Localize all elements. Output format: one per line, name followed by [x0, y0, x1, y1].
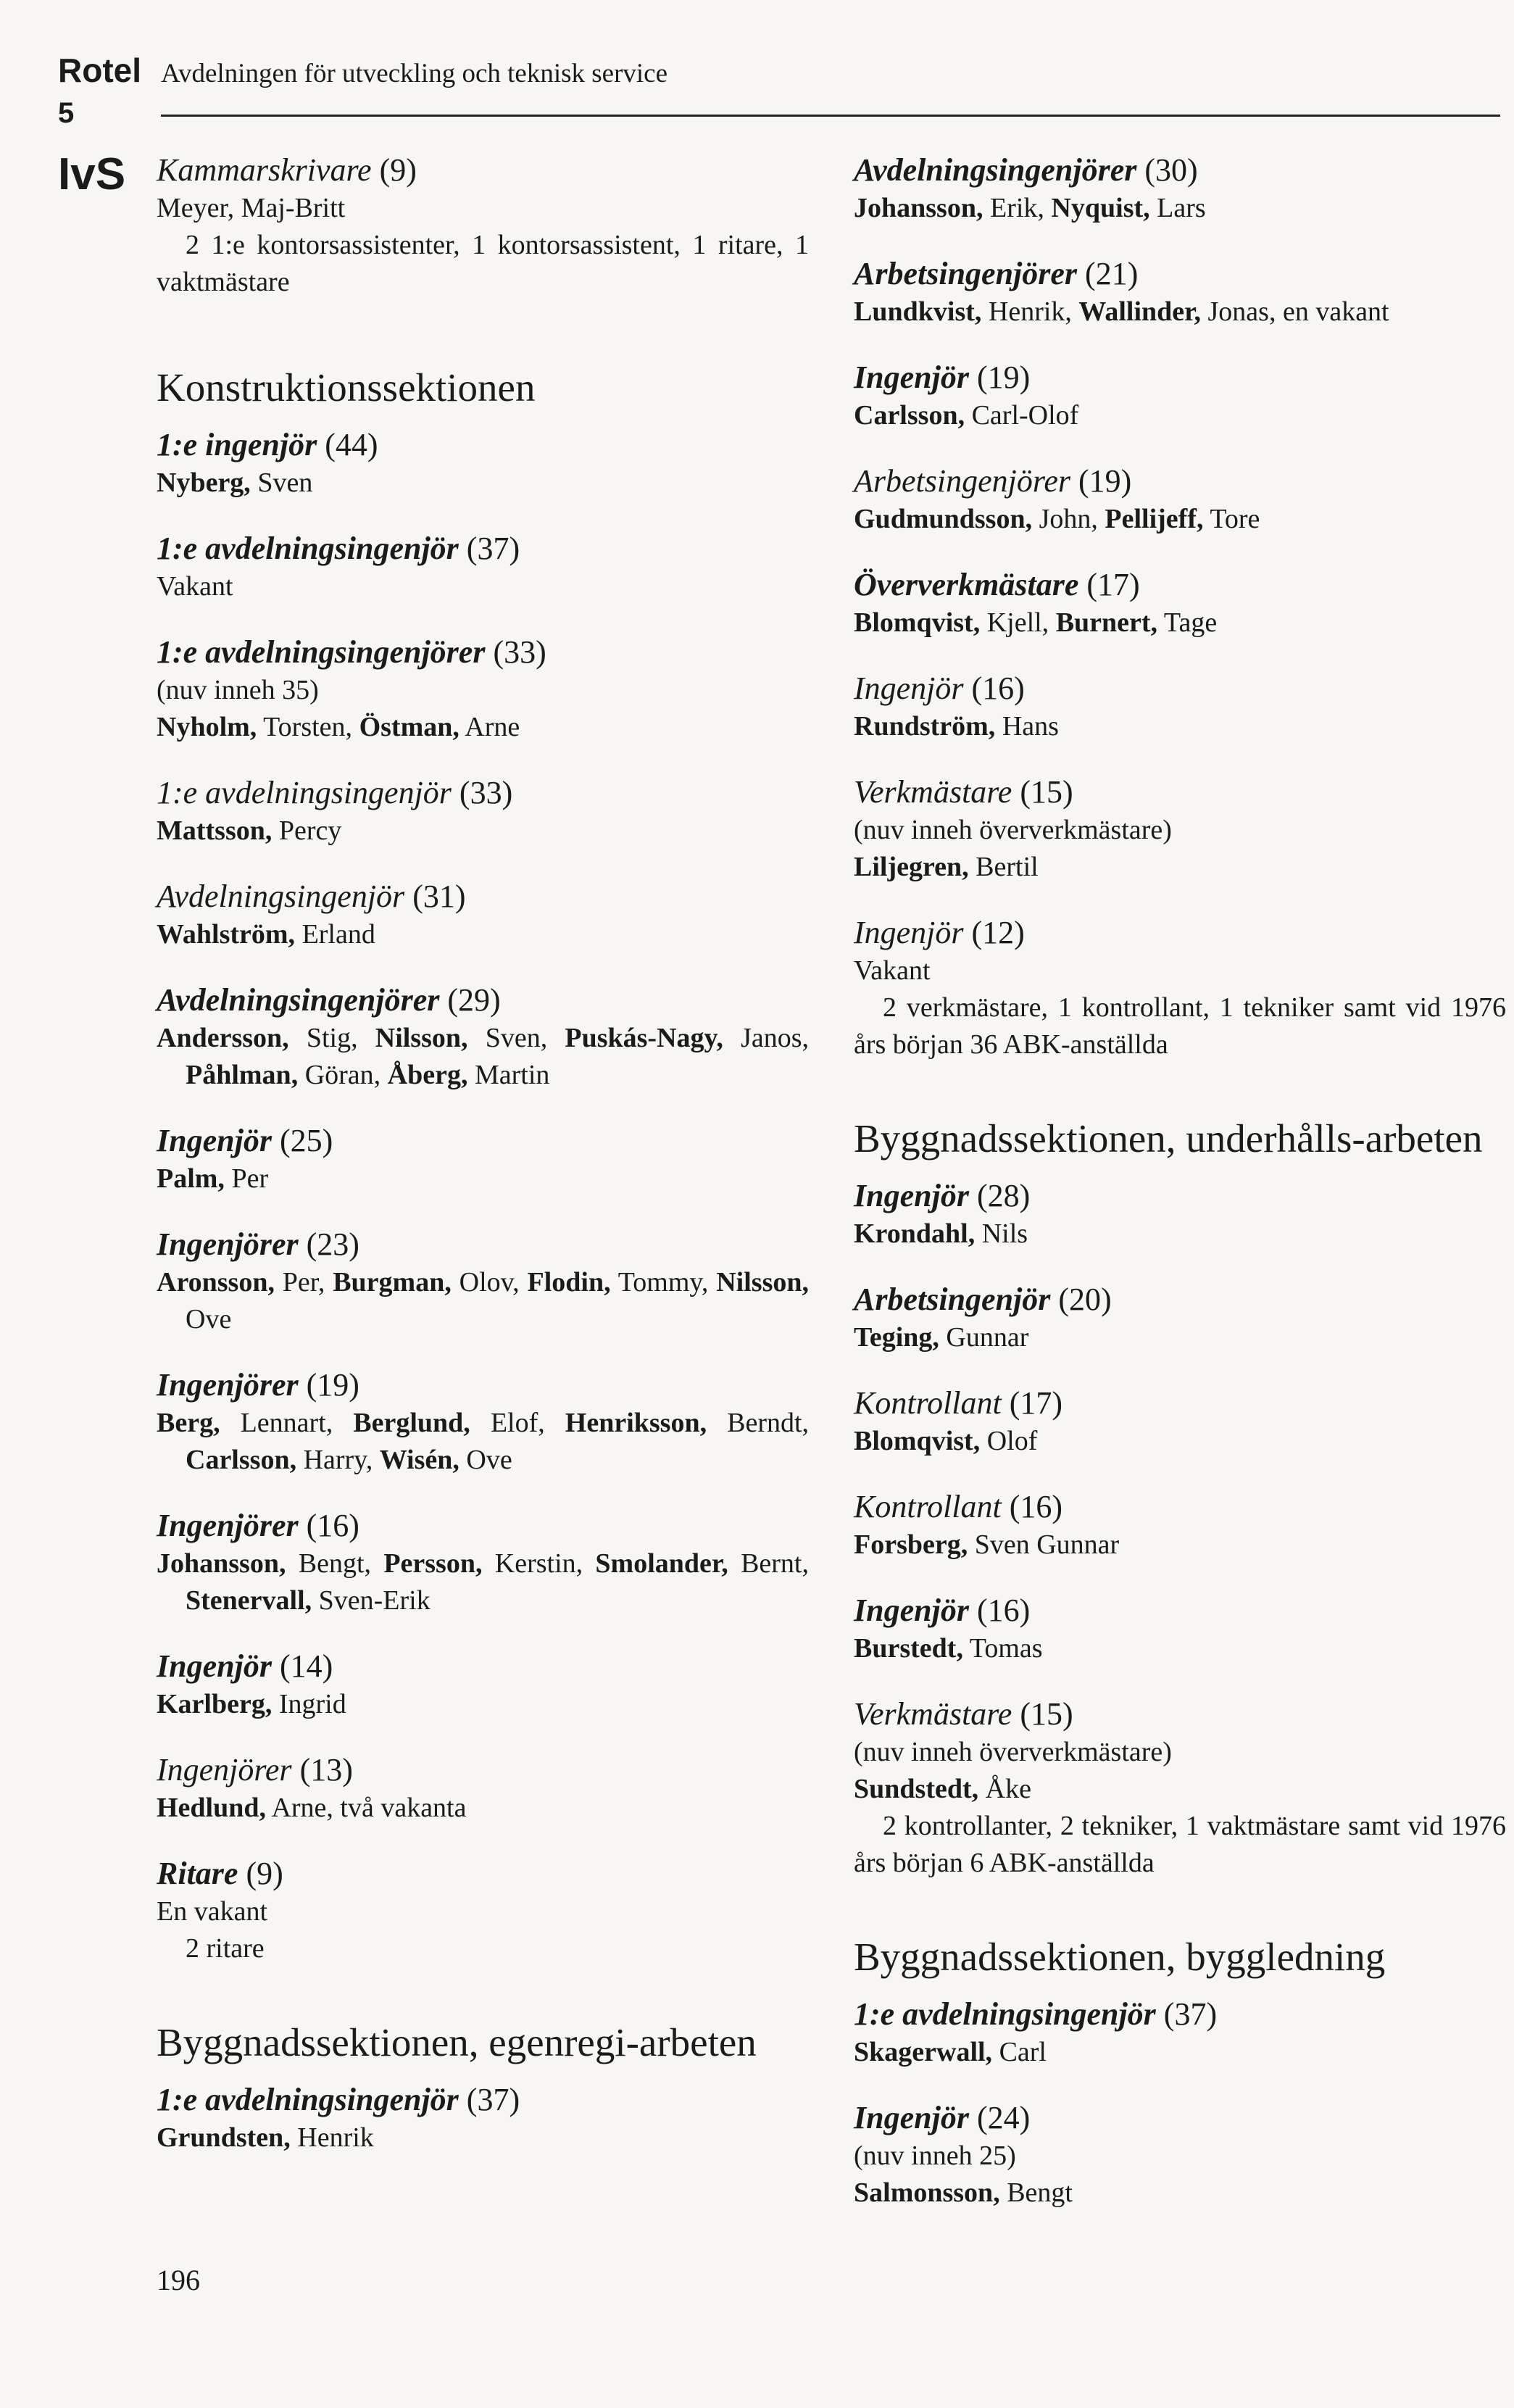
section-heading-underhall: Byggnadssektionen, underhålls-arbeten: [854, 1116, 1483, 1161]
entry-title: 1:e avdelningsingenjör (37): [157, 2082, 520, 2117]
entry-names: En vakant: [157, 1896, 268, 1927]
entry-note: (nuv inneh 35): [157, 675, 319, 705]
entry-ingenjor-12: [854, 913, 1506, 1063]
entry-names: Grundsten, Henrik: [157, 2122, 374, 2153]
entry-title: 1:e avdelningsingenjörer (33): [157, 634, 546, 670]
entry-title: Ingenjör (16): [854, 670, 1025, 706]
entry-title: Ingenjör (25): [157, 1123, 333, 1158]
entry-title: Ingenjörer (19): [157, 1367, 359, 1403]
right-column: [854, 151, 1506, 2239]
entry-names: Liljegren, Bertil: [854, 852, 1039, 882]
entry-names: Forsberg, Sven Gunnar: [854, 1529, 1120, 1560]
entry-names: Berg, Lennart, Berglund, Elof, Henriksson, Berndt, Carlsson, Harry, Wisén, Ove: [157, 1408, 810, 1475]
entry-names: Karlberg, Ingrid: [157, 1689, 346, 1719]
entry-verkmastare-15-liljegren: [854, 773, 1506, 886]
entry-title: Avdelningsingenjör (31): [157, 879, 466, 914]
entry-title: 1:e avdelningsingenjör (37): [854, 1996, 1218, 2032]
entry-1e-ingenjor: [157, 425, 809, 502]
entry-note: (nuv inneh 25): [854, 2141, 1016, 2171]
entry-1e-avdelningsingenjor-grundsten: [157, 2080, 809, 2156]
staff-note: 2 1:e kontorsassistenter, 1 kontorsassistent, 1 ritare, 1 vaktmästare: [157, 230, 809, 297]
entry-title: Kammarskrivare (9): [157, 152, 417, 188]
entry-names: Mattsson, Percy: [157, 815, 342, 846]
entry-title: 1:e avdelningsingenjör (37): [157, 531, 520, 566]
entry-names: Andersson, Stig, Nilsson, Sven, Puskás-Nagy, Janos, Påhlman, Göran, Åberg, Martin: [157, 1023, 810, 1090]
entry-title: Ingenjör (28): [854, 1178, 1031, 1213]
unit-code: IvS: [58, 149, 126, 199]
entry-1e-avdelningsingenjor-37: [157, 529, 809, 605]
entry-title: Ingenjörer (16): [157, 1508, 359, 1543]
entry-title: Öververkmästare (17): [854, 567, 1140, 602]
entry-verkmastare-15-sundstedt: [854, 1695, 1506, 1882]
entry-names: Johansson, Erik, Nyquist, Lars: [854, 193, 1206, 223]
entry-note: (nuv inneh öververkmästare): [854, 815, 1172, 845]
entry-ingenjorer-23: [157, 1225, 809, 1338]
left-column: [157, 151, 809, 2184]
entry-names: Hedlund, Arne, två vakanta: [157, 1793, 467, 1823]
entry-arbetsingenjorer-19: [854, 462, 1506, 538]
page-number: 196: [157, 2264, 200, 2296]
entry-title: Ingenjörer (13): [157, 1752, 353, 1788]
entry-kammarskrivare: [157, 151, 809, 301]
rotel-label: Rotel: [58, 51, 141, 89]
entry-1e-avdelningsingenjorer-33: [157, 633, 809, 746]
department-title: Avdelningen för utveckling och teknisk service: [161, 59, 668, 88]
rotel-number: 5: [58, 97, 75, 129]
entry-title: Arbetsingenjör (20): [854, 1282, 1112, 1317]
entry-names: Vakant: [854, 955, 931, 986]
entry-names: Carlsson, Carl-Olof: [854, 400, 1079, 431]
entry-1e-avdelningsingenjor-skagerwall: [854, 1995, 1506, 2071]
entry-ingenjor-19: [854, 358, 1506, 434]
entry-ingenjor-25: [157, 1121, 809, 1197]
entry-title: Ingenjör (19): [854, 360, 1031, 395]
entry-names: Salmonsson, Bengt: [854, 2177, 1073, 2208]
entry-names: Palm, Per: [157, 1163, 269, 1194]
entry-title: Arbetsingenjörer (21): [854, 256, 1139, 291]
entry-names: Teging, Gunnar: [854, 1322, 1029, 1353]
section-heading-konstruktion: Konstruktionssektionen: [157, 365, 536, 410]
entry-avdelningsingenjorer-30: [854, 151, 1506, 227]
entry-names: Wahlström, Erland: [157, 919, 375, 950]
entry-ingenjor-16-burstedt: [854, 1591, 1506, 1667]
entry-kontrollant-17: [854, 1384, 1506, 1460]
entry-ingenjorer-13: [157, 1751, 809, 1827]
entry-title: Kontrollant (16): [854, 1489, 1063, 1524]
entry-note: (nuv inneh öververkmästare): [854, 1737, 1172, 1767]
entry-names: Nyholm, Torsten, Östman, Arne: [157, 712, 520, 742]
entry-names: Vakant: [157, 571, 233, 602]
entry-title: Ingenjörer (23): [157, 1226, 359, 1262]
entry-title: Ingenjör (12): [854, 915, 1025, 950]
entry-kontrollant-16: [854, 1487, 1506, 1564]
entry-title: Avdelningsingenjörer (30): [854, 152, 1198, 188]
entry-ingenjor-24: [854, 2098, 1506, 2212]
entry-names: Nyberg, Sven: [157, 468, 313, 498]
entry-names: Johansson, Bengt, Persson, Kerstin, Smolander, Bernt, Stenervall, Sven-Erik: [157, 1548, 809, 1616]
entry-title: Ritare (9): [157, 1856, 283, 1891]
staff-note: 2 kontrollanter, 2 tekniker, 1 vaktmästare samt vid 1976 års början 6 ABK-anställda: [854, 1811, 1506, 1878]
entry-names: Blomqvist, Olof: [854, 1426, 1038, 1456]
entry-ingenjorer-16: [157, 1506, 809, 1619]
entry-ingenjor-28: [854, 1176, 1506, 1253]
header-rule: [161, 115, 1500, 117]
staff-note: 2 ritare: [186, 1933, 265, 1964]
entry-names: Krondahl, Nils: [854, 1218, 1028, 1249]
entry-names: Blomqvist, Kjell, Burnert, Tage: [854, 607, 1218, 638]
entry-title: Arbetsingenjörer (19): [854, 463, 1132, 499]
entry-names: Burstedt, Tomas: [854, 1633, 1043, 1664]
entry-title: Avdelningsingenjörer (29): [157, 982, 501, 1018]
entry-names: Aronsson, Per, Burgman, Olov, Flodin, Tommy, Nilsson, Ove: [157, 1267, 809, 1334]
entry-ritare: [157, 1854, 809, 1967]
entry-names: Rundström, Hans: [854, 711, 1059, 742]
entry-title: Ingenjör (16): [854, 1593, 1031, 1628]
entry-names: Gudmundsson, John, Pellijeff, Tore: [854, 504, 1260, 534]
entry-ingenjor-16-rundstrom: [854, 669, 1506, 745]
section-heading-byggledning: Byggnadssektionen, byggledning: [854, 1935, 1386, 1979]
entry-1e-avdelningsingenjor-33: [157, 773, 809, 850]
entry-ingenjor-14: [157, 1647, 809, 1723]
entry-ingenjorer-19: [157, 1366, 809, 1479]
entry-title: Verkmästare (15): [854, 1696, 1073, 1732]
entry-names: Meyer, Maj-Britt: [157, 193, 346, 223]
entry-names: Skagerwall, Carl: [854, 2037, 1047, 2067]
entry-title: Verkmästare (15): [854, 774, 1073, 810]
entry-oververkmastare-17: [854, 565, 1506, 642]
entry-title: Kontrollant (17): [854, 1385, 1063, 1421]
staff-note: 2 verkmästare, 1 kontrollant, 1 tekniker samt vid 1976 års början 36 ABK-anställda: [854, 992, 1506, 1060]
entry-names: Sundstedt, Åke: [854, 1774, 1031, 1804]
entry-arbetsingenjor-20: [854, 1280, 1506, 1356]
entry-title: 1:e ingenjör (44): [157, 427, 378, 462]
entry-title: Ingenjör (24): [854, 2100, 1031, 2135]
section-heading-egenregi: Byggnadssektionen, egenregi-arbeten: [157, 2020, 757, 2064]
entry-title: Ingenjör (14): [157, 1648, 333, 1684]
entry-arbetsingenjorer-21: [854, 254, 1506, 331]
entry-names: Lundkvist, Henrik, Wallinder, Jonas, en vakant: [854, 296, 1389, 327]
entry-title: 1:e avdelningsingenjör (33): [157, 775, 513, 810]
entry-avdelningsingenjor-31: [157, 877, 809, 953]
entry-avdelningsingenjorer-29: [157, 981, 809, 1094]
